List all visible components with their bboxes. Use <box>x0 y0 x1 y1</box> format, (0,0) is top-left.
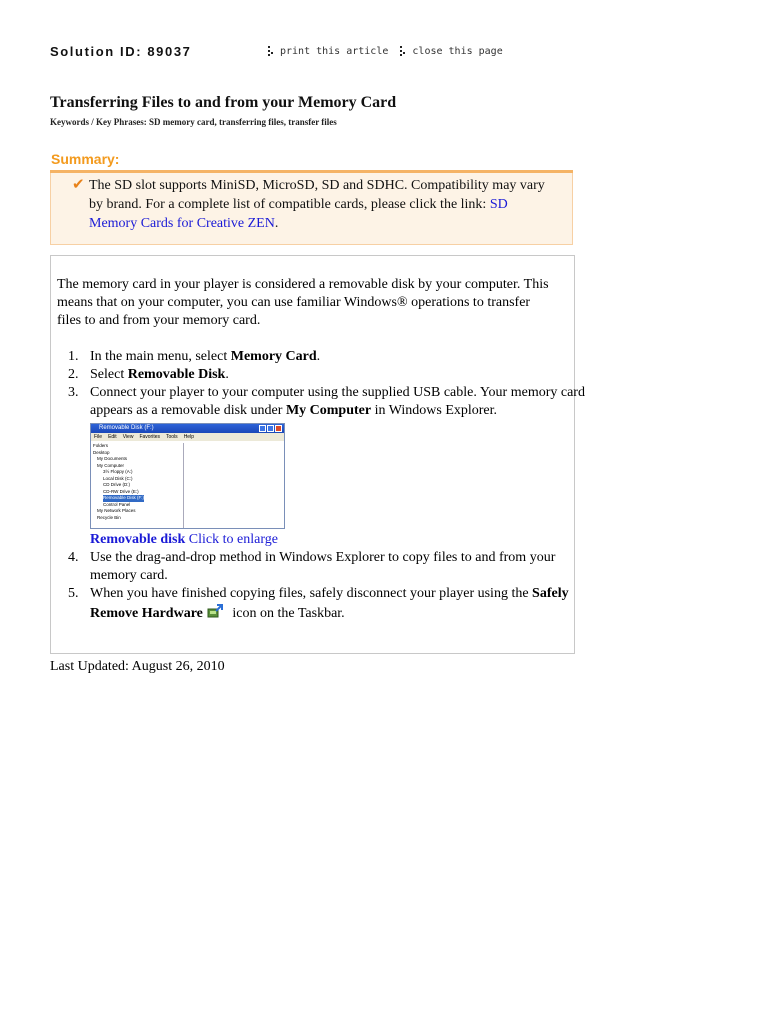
article-body <box>50 255 585 654</box>
article-title: Transferring Files to and from your Memory Card <box>50 94 397 111</box>
top-bar <box>50 44 730 64</box>
step-number: 4. <box>68 550 79 565</box>
summary-text <box>89 176 559 233</box>
step-text: Connect your player to your computer using the supplied USB cable. Your memory card appears as a removable disk under <box>90 385 585 418</box>
step-number: 1. <box>68 349 79 364</box>
tree-item: My Network Places <box>97 508 136 513</box>
tree-item-selected: Removable Disk (F:) <box>103 495 145 500</box>
step-text: Select <box>90 367 128 382</box>
screenshot-window-title: Removable Disk (F:) <box>99 425 154 431</box>
summary-box <box>50 173 573 245</box>
step-text: In the main menu, select <box>90 349 231 364</box>
tree-item: Control Panel <box>103 501 131 507</box>
step-bold: Removable Disk <box>127 367 226 382</box>
step-item <box>68 348 600 366</box>
step-item <box>68 549 600 585</box>
last-updated: Last Updated: August 26, 2010 <box>50 659 225 674</box>
removable-disk-screenshot[interactable] <box>90 423 285 529</box>
screenshot-menu-item: File <box>94 434 103 440</box>
step-item <box>68 366 600 384</box>
tree-item: My Documents <box>97 456 128 461</box>
bullet-icon <box>268 46 276 57</box>
screenshot-caption <box>90 531 600 549</box>
tree-item: Desktop <box>93 449 110 455</box>
tree-item: CD Drive (D:) <box>103 482 130 487</box>
close-page-label: close this page <box>412 46 503 57</box>
solution-id: Solution ID: 89037 <box>50 44 192 59</box>
tree-item: 3½ Floppy (A:) <box>103 469 133 474</box>
screenshot-menu-item: Help <box>183 434 194 440</box>
step-text: Use the drag-and-drop method in Windows Explorer to copy files to and from your memory card. <box>90 550 556 583</box>
folders-header: Folders <box>93 443 109 448</box>
tree-item: My Computer <box>97 462 125 468</box>
screenshot-menu <box>91 433 284 441</box>
print-article-link[interactable] <box>268 46 388 57</box>
caption-rest: Click to enlarge <box>185 532 278 547</box>
print-article-label: print this article <box>280 46 389 57</box>
window-controls-icon <box>259 425 282 432</box>
summary-text-end: . <box>274 216 279 231</box>
sd-cards-link[interactable]: SD Memory Cards for Creative ZEN <box>89 197 508 231</box>
steps-list <box>51 348 600 623</box>
screenshot-menu-item: Edit <box>108 434 117 440</box>
summary-heading: Summary: <box>51 151 120 167</box>
screenshot-menu-item: Favorites <box>139 434 160 440</box>
checkmark-icon: ✔ <box>72 175 85 193</box>
top-links <box>268 46 509 60</box>
screenshot-menu-item: View <box>122 434 134 440</box>
intro-paragraph: The memory card in your player is considered a removable disk by your computer. This means that on your computer, you can use familiar Windows® operations to transfer files to and from your memory card. <box>57 277 549 328</box>
step-bold: My Computer <box>285 403 372 418</box>
tree-item: Local Disk (C:) <box>103 475 133 481</box>
step-text-end: icon on the Taskbar. <box>228 606 345 621</box>
step-number: 5. <box>68 586 79 601</box>
step-item <box>68 585 600 623</box>
screenshot-titlebar <box>91 424 284 433</box>
safely-remove-hardware-icon <box>207 603 223 619</box>
step-text-end: in Windows Explorer. <box>371 403 498 418</box>
step-text: When you have finished copying files, safely disconnect your player using the <box>90 586 533 601</box>
step-bold: Safely Remove Hardware <box>90 586 569 621</box>
bullet-icon <box>400 46 408 57</box>
screenshot-menu-item: Tools <box>166 434 178 440</box>
step-bold: Memory Card <box>230 349 317 364</box>
screenshot-folder-pane <box>91 443 184 528</box>
step-item <box>68 384 600 549</box>
close-page-link[interactable] <box>400 46 502 57</box>
step-text-end: . <box>225 367 229 382</box>
screenshot-body <box>91 443 284 528</box>
caption-bold: Removable disk <box>90 532 186 547</box>
tree-item: CD-RW Drive (E:) <box>103 488 139 494</box>
keywords: Keywords / Key Phrases: SD memory card, transferring files, transfer files <box>50 117 337 127</box>
step-number: 3. <box>68 385 79 400</box>
step-number: 2. <box>68 367 79 382</box>
step-text-end: . <box>316 349 321 364</box>
removable-disk-link[interactable] <box>90 532 278 547</box>
summary-text-main: The SD slot supports MiniSD, MicroSD, SD and SDHC. Compatibility may vary by brand. For a complete list of compatible cards, please click the link: <box>89 178 545 212</box>
tree-item: Recycle Bin <box>97 514 121 520</box>
